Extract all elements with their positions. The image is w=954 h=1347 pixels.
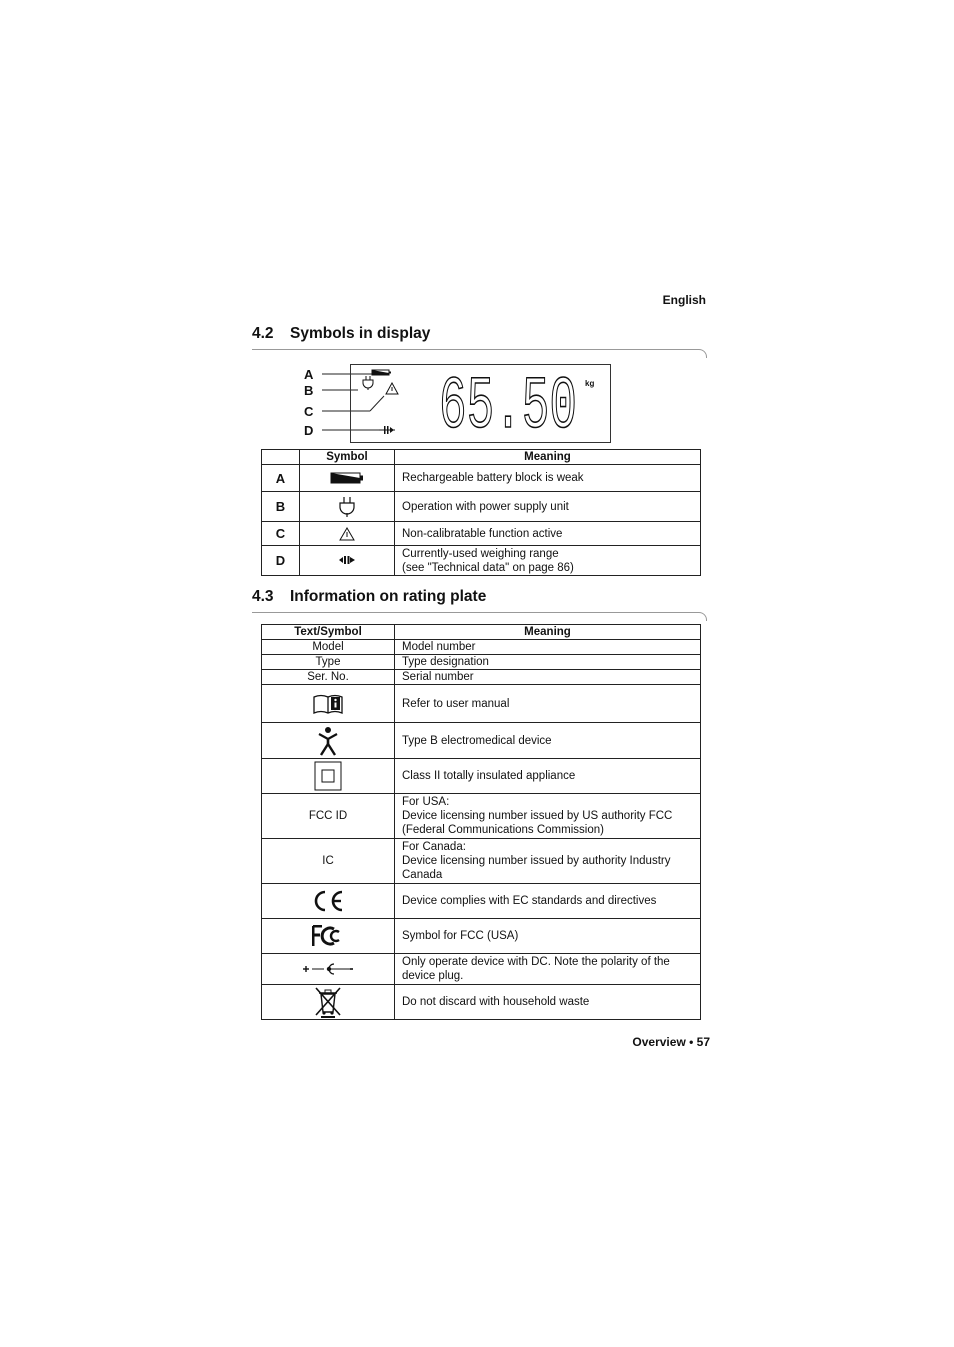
table-row xyxy=(262,985,701,1020)
row-meaning xyxy=(395,839,701,884)
callout-label-d: D xyxy=(304,423,314,438)
section-rule-end xyxy=(698,612,707,621)
language-label: English xyxy=(662,293,706,307)
ce-mark-icon xyxy=(312,889,344,913)
symbol-cell xyxy=(262,884,395,919)
table-row xyxy=(262,465,701,492)
meaning-line: (Federal Communications Commission) xyxy=(402,824,604,836)
header-text-symbol: Text/Symbol xyxy=(262,625,395,640)
battery-weak-icon xyxy=(330,472,364,484)
power-plug-icon xyxy=(361,375,375,391)
symbol-cell xyxy=(300,522,395,546)
table-row xyxy=(262,954,701,985)
row-symbol: Model xyxy=(262,640,395,655)
row-meaning: Rechargeable battery block is weak xyxy=(395,465,701,492)
callout-label-c: C xyxy=(304,404,314,419)
row-meaning: Symbol for FCC (USA) xyxy=(395,919,701,954)
symbol-cell xyxy=(300,546,395,576)
table-row xyxy=(262,884,701,919)
meaning-line: Device licensing number issued by US authority FCC xyxy=(402,810,673,822)
table-row xyxy=(262,839,701,884)
weighing-range-icon xyxy=(379,425,395,435)
row-symbol: IC xyxy=(262,839,395,884)
row-letter: D xyxy=(262,546,300,576)
header-symbol: Symbol xyxy=(300,450,395,465)
section-rule xyxy=(252,349,699,350)
meaning-line: device plug. xyxy=(402,970,464,982)
row-letter: B xyxy=(262,492,300,522)
weighing-range-icon xyxy=(338,555,356,565)
section-rule-end xyxy=(698,349,707,358)
table-row xyxy=(262,794,701,839)
row-meaning: Model number xyxy=(395,640,701,655)
table-header-row xyxy=(262,625,701,640)
scale-display xyxy=(350,364,611,443)
fcc-logo-icon xyxy=(312,925,344,947)
user-manual-icon xyxy=(313,693,343,715)
meaning-line: (see "Technical data" on page 86) xyxy=(402,561,574,574)
table-row xyxy=(262,640,701,655)
page-footer: Overview • 57 xyxy=(632,1035,710,1049)
table-row xyxy=(262,546,701,576)
class-ii-insulation-icon xyxy=(314,761,342,791)
row-meaning: Type B electromedical device xyxy=(395,723,701,759)
row-meaning: Serial number xyxy=(395,670,701,685)
row-meaning: Type designation xyxy=(395,655,701,670)
table-row xyxy=(262,522,701,546)
warning-triangle-icon xyxy=(385,382,399,395)
header-meaning: Meaning xyxy=(395,450,701,465)
meaning-line: Only operate device with DC. Note the polarity of the xyxy=(402,956,670,968)
symbol-cell xyxy=(300,492,395,522)
symbol-cell xyxy=(262,685,395,723)
row-symbol: FCC ID xyxy=(262,794,395,839)
crossed-bin-icon xyxy=(314,986,342,1018)
display-value: 65.50 xyxy=(439,371,577,433)
warning-triangle-icon xyxy=(339,527,355,541)
display-unit: kg xyxy=(585,379,595,388)
power-plug-icon xyxy=(337,496,357,518)
row-symbol: Type xyxy=(262,655,395,670)
symbol-cell xyxy=(262,919,395,954)
symbol-cell xyxy=(262,985,395,1020)
meaning-line: Device licensing number issued by authority Industry xyxy=(402,855,671,867)
row-meaning: Class II totally insulated appliance xyxy=(395,759,701,794)
symbol-cell xyxy=(262,723,395,759)
section-heading-4-3 xyxy=(252,588,486,606)
header-meaning: Meaning xyxy=(395,625,701,640)
table-row xyxy=(262,670,701,685)
table-row xyxy=(262,919,701,954)
section-rule xyxy=(252,612,699,613)
table-header-row xyxy=(262,450,701,465)
row-meaning: Do not discard with household waste xyxy=(395,985,701,1020)
row-letter: A xyxy=(262,465,300,492)
table-row xyxy=(262,655,701,670)
section-heading-4-2 xyxy=(252,325,430,343)
symbol-cell xyxy=(300,465,395,492)
rating-plate-table xyxy=(261,624,701,1020)
table-row xyxy=(262,723,701,759)
type-b-person-icon xyxy=(317,726,339,756)
row-meaning xyxy=(395,794,701,839)
header-empty xyxy=(262,450,300,465)
meaning-line: For Canada: xyxy=(402,841,466,853)
row-meaning xyxy=(395,954,701,985)
meaning-line: For USA: xyxy=(402,796,450,808)
display-digits xyxy=(439,371,579,433)
section-title: Symbols in display xyxy=(290,325,431,342)
symbol-cell xyxy=(262,954,395,985)
row-meaning: Refer to user manual xyxy=(395,685,701,723)
symbol-cell xyxy=(262,759,395,794)
row-letter: C xyxy=(262,522,300,546)
callout-label-a: A xyxy=(304,367,314,382)
callout-label-b: B xyxy=(304,383,314,398)
section-number: 4.2 xyxy=(252,325,274,342)
meaning-line: Currently-used weighing range xyxy=(402,547,559,560)
section-title: Information on rating plate xyxy=(290,588,487,605)
symbols-table xyxy=(261,449,701,576)
meaning-line: Canada xyxy=(402,869,443,881)
row-meaning: Non-calibratable function active xyxy=(395,522,701,546)
table-row xyxy=(262,492,701,522)
dc-polarity-icon xyxy=(302,963,354,975)
section-number: 4.3 xyxy=(252,588,274,605)
row-meaning: Device complies with EC standards and directives xyxy=(395,884,701,919)
row-symbol: Ser. No. xyxy=(262,670,395,685)
table-row xyxy=(262,759,701,794)
table-row xyxy=(262,685,701,723)
row-meaning: Operation with power supply unit xyxy=(395,492,701,522)
row-meaning xyxy=(395,546,701,576)
